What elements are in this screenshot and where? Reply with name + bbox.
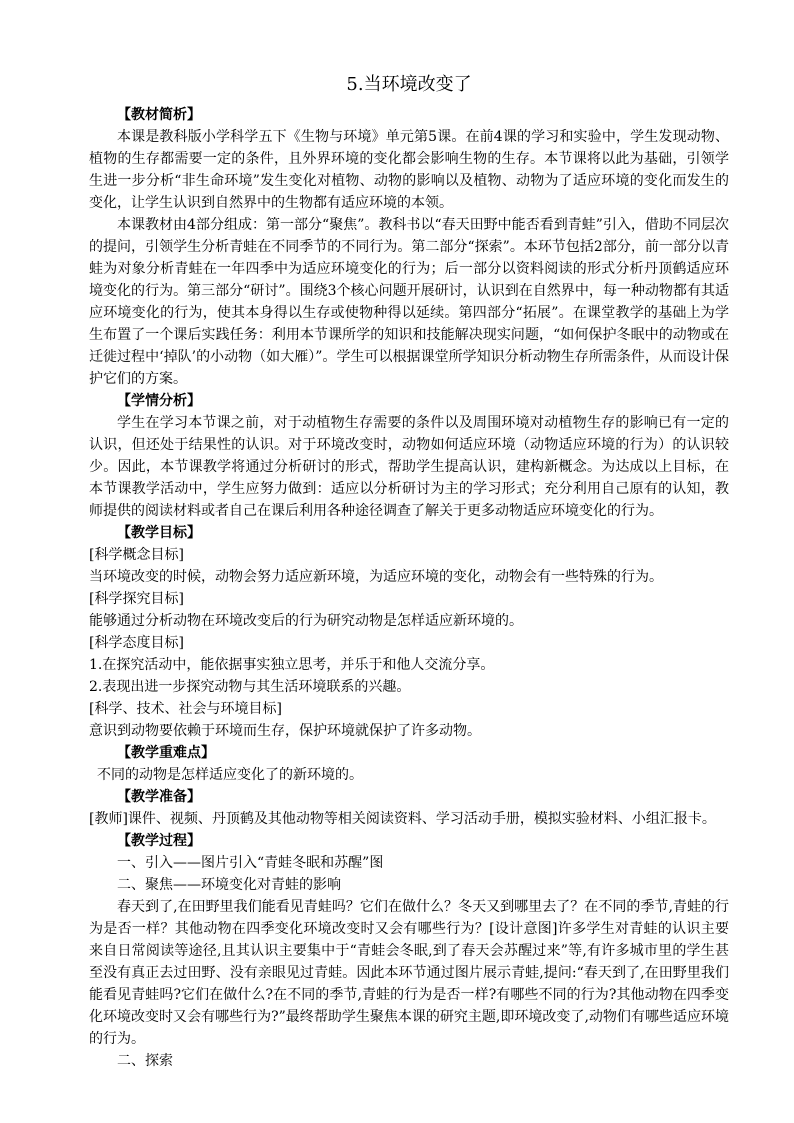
section-heading-teaching-goals: 【教学目标】: [117, 525, 201, 541]
document-page: [89, 70, 729, 1072]
paragraph: 本课教材由4部分组成：第一部分“聚焦”。教科书以“春天田野中能否看到青蛙”引入，借助不同层次的提问，引领学生分析青蛙在不同季节的不同行为。第二部分“探索”。本环节包括2部分，前一部分以青蛙为对象分析青蛙在一年四季中为适应环境变化的行为；后一部分以资料阅读的形式分析丹顶鹤适应环境变化的行为。第三部分“研讨”。围绕3个核心问题开展研讨，认识到在自然界中，每一种动物都有其适应环境变化的行为，使其本身得以生存或使物种得以延续。第四部分“拓展”。在课堂教学的基础上为学生布置了一个课后实践任务：利用本节课所学的知识和技能解决现实问题，“如何保护冬眠中的动物或在迁徙过程中‘掉队’的小动物（如大雁）”。学生可以根据课堂所学知识分析动物生存所需条件，从而设计保护它们的方案。: [89, 217, 729, 387]
process-step: 一、引入——图片引入“青蛙冬眠和苏醒”图: [117, 855, 384, 871]
goal-item: 1.在探究活动中，能依据事实独立思考，并乐于和他人交流分享。: [89, 657, 495, 673]
preparation-text: [教师]课件、视频、丹顶鹤及其他动物等相关阅读资料、学习活动手册，模拟实验材料、小组汇报卡。: [89, 811, 716, 827]
goal-label: [科学探究目标]: [89, 591, 184, 607]
goal-text: 当环境改变的时候，动物会努力适应新环境，为适应环境的变化，动物会有一些特殊的行为。: [89, 569, 663, 585]
process-step: 二、聚焦——环境变化对青蛙的影响: [117, 877, 341, 893]
paragraph: 本课是教科版小学科学五下《生物与环境》单元第5课。在前4课的学习和实验中，学生发现动物、植物的生存都需要一定的条件，且外界环境的变化都会影响生物的生存。本节课将以此为基础，引领学生进一步分析“非生命环境”发生变化对植物、动物的影响以及植物、动物为了适应环境的变化而发生的变化，让学生认识到自然界中的生物都有适应环境的本领。: [89, 129, 729, 211]
page-title: 5.当环境改变了: [346, 74, 472, 95]
goal-text: 意识到动物要依赖于环境而生存，保护环境就保护了许多动物。: [89, 723, 481, 739]
section-heading-process: 【教学过程】: [117, 833, 201, 849]
goal-text: 能够通过分析动物在环境改变后的行为研究动物是怎样适应新环境的。: [89, 613, 523, 629]
paragraph: 春天到了,在田野里我们能看见青蛙吗？它们在做什么？冬天又到哪里去了？在不同的季节,青蛙的行为是否一样？其他动物在四季变化环境改变时又会有哪些行为？[设计意图]许多学生对青蛙的认识主要来自日常阅读等途径,且其认识主要集中于“青蛙会冬眠,到了春天会苏醒过来”等,有许多城市里的学生甚至没有真正去过田野、没有亲眼见过青蛙。因此本环节通过图片展示青蛙,提问:“春天到了,在田野里我们能看见青蛙吗?它们在做什么?在不同的季节,青蛙的行为是否一样?有哪些不同的行为?其他动物在四季变化环境改变时又会有哪些行为?”最终帮助学生聚焦本课的研究主题,即环境改变了,动物们有哪些适应环境的行为。: [89, 899, 729, 1047]
section-heading-preparation: 【教学准备】: [117, 789, 201, 805]
section-heading-key-points: 【教学重难点】: [117, 745, 215, 761]
process-step: 二、探索: [117, 1053, 173, 1069]
section-heading-student-analysis: 【学情分析】: [117, 393, 201, 409]
paragraph: 学生在学习本节课之前，对于动植物生存需要的条件以及周围环境对动植物生存的影响已有一定的认识，但还处于结果性的认识。对于环境改变时，动物如何适应环境（动物适应环境的行为）的认识较少。因此，本节课教学将通过分析研讨的形式，帮助学生提高认识，建构新概念。为达成以上目标，在本节课教学活动中，学生应努力做到：适应以分析研讨为主的学习形式；充分利用自己原有的认知，教师提供的阅读材料或者自己在课后利用各种途径调查了解关于更多动物适应环境变化的行为。: [89, 415, 729, 519]
goal-label: [科学态度目标]: [89, 635, 184, 651]
goal-label: [科学概念目标]: [89, 547, 184, 563]
section-heading-textbook-analysis: 【教材简析】: [117, 107, 201, 123]
goal-label: [科学、技术、社会与环境目标]: [89, 701, 282, 717]
key-points-text: 不同的动物是怎样适应变化了的新环境的。: [97, 767, 363, 783]
goal-item: 2.表现出进一步探究动物与其生活环境联系的兴趣。: [89, 679, 411, 695]
